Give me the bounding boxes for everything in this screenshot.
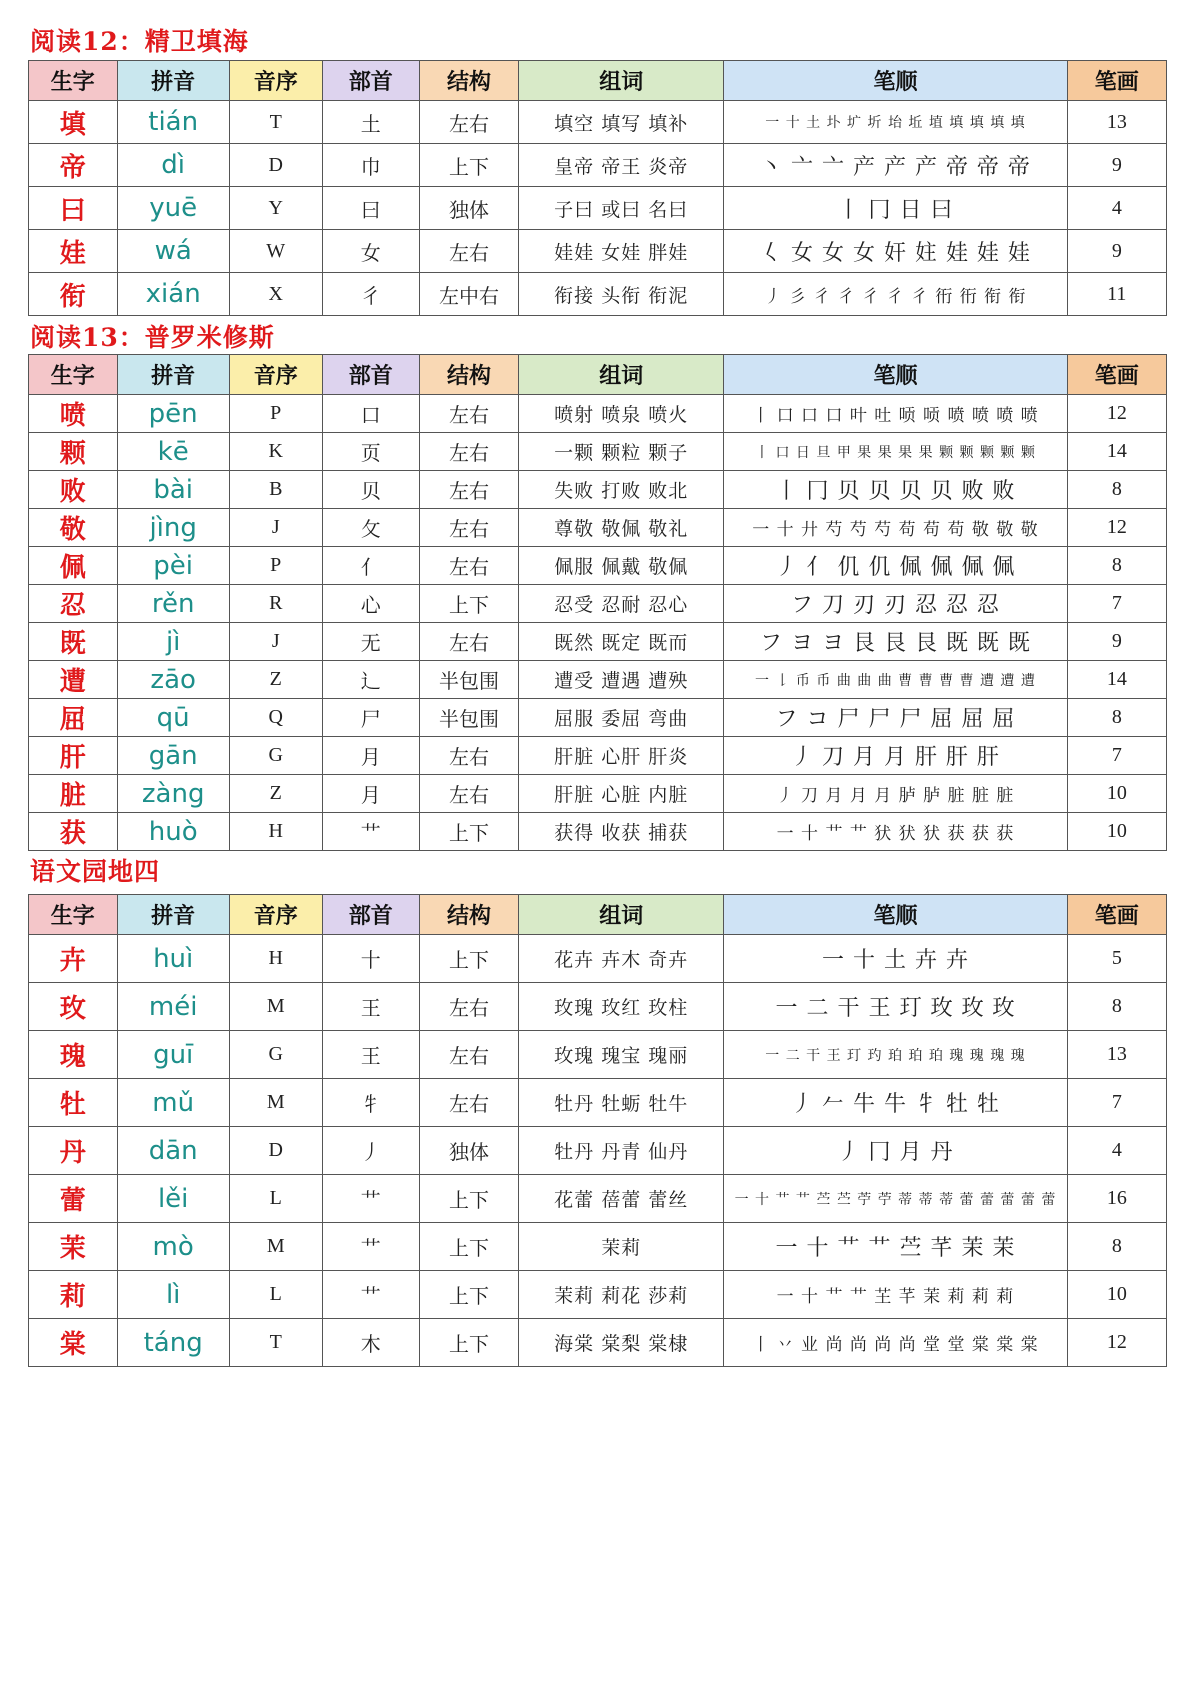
initial-cell: T [229,1319,322,1367]
radical-cell: 心 [322,585,419,623]
radical-cell: 木 [322,1319,419,1367]
radical-cell: 尸 [322,699,419,737]
radical-cell: 无 [322,623,419,661]
stroke-count-cell: 13 [1067,1031,1166,1079]
structure-cell: 上下 [419,935,518,983]
initial-cell: D [229,1127,322,1175]
character-cell: 帝 [29,144,118,187]
stroke-count-cell: 8 [1067,983,1166,1031]
header-order: 音序 [229,355,322,395]
table-row [29,775,1167,813]
header-pinyin: 拼音 [117,61,229,101]
header-structure: 结构 [419,355,518,395]
stroke-count-cell: 7 [1067,585,1166,623]
stroke-order-cell: 一 十 土 圤 圹 圻 坮 坵 埴 填 填 填 填 [724,101,1067,144]
table-row [29,623,1167,661]
structure-cell: 左右 [419,775,518,813]
pinyin-cell: qū [117,699,229,737]
structure-cell: 左中右 [419,273,518,316]
character-cell: 敬 [29,509,118,547]
header-radical: 部首 [322,61,419,101]
initial-cell: T [229,101,322,144]
structure-cell: 左右 [419,230,518,273]
structure-cell: 左右 [419,1079,518,1127]
table-row [29,1079,1167,1127]
radical-cell: 王 [322,1031,419,1079]
character-cell: 喷 [29,395,118,433]
pinyin-cell: jì [117,623,229,661]
table-row [29,661,1167,699]
table-row [29,737,1167,775]
radical-cell: 页 [322,433,419,471]
stroke-order-cell: 一 十 艹 艹 芏 芊 茉 莉 莉 莉 [724,1271,1067,1319]
initial-cell: D [229,144,322,187]
character-cell: 茉 [29,1223,118,1271]
header-structure: 结构 [419,61,518,101]
stroke-order-cell: 丶 亠 亠 产 产 产 帝 帝 帝 [724,144,1067,187]
structure-cell: 半包围 [419,699,518,737]
radical-cell: 月 [322,775,419,813]
header-row [29,61,1167,101]
radical-cell: 亻 [322,547,419,585]
initial-cell: K [229,433,322,471]
stroke-order-cell: 一 十 艹 艹 犾 犾 犾 获 获 获 [724,813,1067,851]
words-cell: 一颗 颗粒 颗子 [519,433,724,471]
radical-cell: 攵 [322,509,419,547]
character-cell: 曰 [29,187,118,230]
radical-cell: 辶 [322,661,419,699]
character-cell: 佩 [29,547,118,585]
character-cell: 败 [29,471,118,509]
pinyin-cell: méi [117,983,229,1031]
initial-cell: H [229,813,322,851]
pinyin-cell: kē [117,433,229,471]
table-row [29,273,1167,316]
pinyin-cell: lì [117,1271,229,1319]
stroke-order-cell: 一 十 廾 芍 芍 芍 苟 苟 苟 敬 敬 敬 [724,509,1067,547]
radical-cell: 土 [322,101,419,144]
initial-cell: H [229,935,322,983]
stroke-count-cell: 7 [1067,1079,1166,1127]
stroke-order-cell: 丨 丷 业 尚 尚 尚 尚 堂 堂 棠 棠 棠 [724,1319,1067,1367]
table-row [29,585,1167,623]
words-cell: 喷射 喷泉 喷火 [519,395,724,433]
header-structure: 结构 [419,895,518,935]
character-cell: 肝 [29,737,118,775]
radical-cell: 艹 [322,1223,419,1271]
initial-cell: P [229,547,322,585]
character-cell: 脏 [29,775,118,813]
header-char: 生字 [29,895,118,935]
radical-cell: 牜 [322,1079,419,1127]
structure-cell: 上下 [419,1175,518,1223]
words-cell: 花蕾 蓓蕾 蕾丝 [519,1175,724,1223]
words-cell: 屈服 委屈 弯曲 [519,699,724,737]
character-cell: 填 [29,101,118,144]
pinyin-cell: tián [117,101,229,144]
stroke-count-cell: 9 [1067,623,1166,661]
pinyin-cell: xián [117,273,229,316]
stroke-count-cell: 14 [1067,433,1166,471]
pinyin-cell: zāo [117,661,229,699]
radical-cell: 巾 [322,144,419,187]
table-row [29,547,1167,585]
character-cell: 瑰 [29,1031,118,1079]
stroke-count-cell: 9 [1067,230,1166,273]
structure-cell: 左右 [419,395,518,433]
header-row [29,355,1167,395]
radical-cell: 女 [322,230,419,273]
initial-cell: G [229,737,322,775]
character-cell: 获 [29,813,118,851]
pinyin-cell: lěi [117,1175,229,1223]
stroke-order-cell: 一 𠄌 币 币 曲 曲 曲 曹 曹 曹 曹 遭 遭 遭 [724,661,1067,699]
words-cell: 娃娃 女娃 胖娃 [519,230,724,273]
table-row [29,813,1167,851]
section-title: 语文园地四 [30,857,161,886]
words-cell: 牡丹 丹青 仙丹 [519,1127,724,1175]
table-row [29,471,1167,509]
stroke-order-cell: フ ヨ ヨ 艮 艮 艮 既 既 既 [724,623,1067,661]
pinyin-cell: rěn [117,585,229,623]
header-words: 组词 [519,61,724,101]
radical-cell: 贝 [322,471,419,509]
structure-cell: 左右 [419,509,518,547]
stroke-order-cell: 一 二 干 王 玎 玓 珀 珀 珀 瑰 瑰 瑰 瑰 [724,1031,1067,1079]
pinyin-cell: wá [117,230,229,273]
header-stroke-order: 笔顺 [724,895,1067,935]
character-cell: 棠 [29,1319,118,1367]
words-cell: 获得 收获 捕获 [519,813,724,851]
initial-cell: L [229,1175,322,1223]
initial-cell: B [229,471,322,509]
stroke-count-cell: 12 [1067,395,1166,433]
table-row [29,935,1167,983]
structure-cell: 左右 [419,471,518,509]
stroke-order-cell: フ 刀 刃 刃 忍 忍 忍 [724,585,1067,623]
stroke-order-cell: 丨 冂 日 曰 [724,187,1067,230]
section-title: 阅读12：精卫填海 [30,27,249,56]
table-row [29,433,1167,471]
words-cell: 肝脏 心脏 内脏 [519,775,724,813]
header-words: 组词 [519,895,724,935]
radical-cell: 王 [322,983,419,1031]
radical-cell: 十 [322,935,419,983]
words-cell: 皇帝 帝王 炎帝 [519,144,724,187]
structure-cell: 左右 [419,737,518,775]
structure-cell: 上下 [419,1223,518,1271]
character-cell: 既 [29,623,118,661]
words-cell: 遭受 遭遇 遭殃 [519,661,724,699]
words-cell: 海棠 棠梨 棠棣 [519,1319,724,1367]
char-table-reading12 [28,60,1167,316]
pinyin-cell: dān [117,1127,229,1175]
table-row [29,983,1167,1031]
structure-cell: 左右 [419,547,518,585]
header-words: 组词 [519,355,724,395]
initial-cell: M [229,1223,322,1271]
initial-cell: J [229,623,322,661]
char-table-reading13 [28,354,1167,851]
stroke-count-cell: 4 [1067,1127,1166,1175]
character-cell: 娃 [29,230,118,273]
words-cell: 子曰 或曰 名曰 [519,187,724,230]
stroke-count-cell: 13 [1067,101,1166,144]
initial-cell: W [229,230,322,273]
pinyin-cell: dì [117,144,229,187]
radical-cell: 曰 [322,187,419,230]
words-cell: 失败 打败 败北 [519,471,724,509]
words-cell: 茉莉 [519,1223,724,1271]
character-cell: 颗 [29,433,118,471]
initial-cell: M [229,1079,322,1127]
character-cell: 遭 [29,661,118,699]
stroke-order-cell: 丨 冂 贝 贝 贝 贝 败 败 [724,471,1067,509]
initial-cell: J [229,509,322,547]
stroke-order-cell: 𡿨 女 女 女 奸 妵 娃 娃 娃 [724,230,1067,273]
stroke-count-cell: 8 [1067,471,1166,509]
table-row [29,1319,1167,1367]
header-pinyin: 拼音 [117,895,229,935]
stroke-order-cell: 一 十 土 卉 卉 [724,935,1067,983]
words-cell: 佩服 佩戴 敬佩 [519,547,724,585]
table-row [29,509,1167,547]
structure-cell: 上下 [419,1271,518,1319]
structure-cell: 左右 [419,433,518,471]
radical-cell: 彳 [322,273,419,316]
pinyin-cell: yuē [117,187,229,230]
stroke-count-cell: 7 [1067,737,1166,775]
table-row [29,101,1167,144]
stroke-order-cell: 丨 口 日 旦 甲 果 果 果 果 颗 颗 颗 颗 颗 [724,433,1067,471]
stroke-order-cell: 丿 亻 仉 仉 佩 佩 佩 佩 [724,547,1067,585]
structure-cell: 左右 [419,101,518,144]
pinyin-cell: gān [117,737,229,775]
radical-cell: 艹 [322,813,419,851]
stroke-count-cell: 8 [1067,1223,1166,1271]
stroke-count-cell: 12 [1067,1319,1166,1367]
character-cell: 牡 [29,1079,118,1127]
stroke-order-cell: 丿 冂 月 丹 [724,1127,1067,1175]
initial-cell: X [229,273,322,316]
initial-cell: Y [229,187,322,230]
radical-cell: 月 [322,737,419,775]
initial-cell: R [229,585,322,623]
header-pinyin: 拼音 [117,355,229,395]
words-cell: 肝脏 心肝 肝炎 [519,737,724,775]
stroke-count-cell: 10 [1067,813,1166,851]
header-stroke-count: 笔画 [1067,355,1166,395]
pinyin-cell: pēn [117,395,229,433]
table-row [29,230,1167,273]
header-radical: 部首 [322,895,419,935]
pinyin-cell: huì [117,935,229,983]
character-cell: 蕾 [29,1175,118,1223]
structure-cell: 上下 [419,1319,518,1367]
words-cell: 忍受 忍耐 忍心 [519,585,724,623]
initial-cell: M [229,983,322,1031]
words-cell: 既然 既定 既而 [519,623,724,661]
pinyin-cell: pèi [117,547,229,585]
stroke-count-cell: 16 [1067,1175,1166,1223]
pinyin-cell: bài [117,471,229,509]
character-cell: 莉 [29,1271,118,1319]
section-title: 阅读13：普罗米修斯 [30,323,275,352]
structure-cell: 上下 [419,813,518,851]
stroke-order-cell: 丨 口 口 口 叶 吐 唝 唝 喷 喷 喷 喷 [724,395,1067,433]
stroke-count-cell: 10 [1067,775,1166,813]
table-row [29,1175,1167,1223]
pinyin-cell: mò [117,1223,229,1271]
stroke-count-cell: 4 [1067,187,1166,230]
character-cell: 衔 [29,273,118,316]
structure-cell: 独体 [419,187,518,230]
char-table-garden4 [28,894,1167,1367]
stroke-order-cell: 丿 刀 月 月 月 胪 胪 脏 脏 脏 [724,775,1067,813]
radical-cell: 艹 [322,1271,419,1319]
structure-cell: 上下 [419,144,518,187]
stroke-count-cell: 10 [1067,1271,1166,1319]
table-row [29,1223,1167,1271]
header-row [29,895,1167,935]
initial-cell: Q [229,699,322,737]
pinyin-cell: guī [117,1031,229,1079]
stroke-count-cell: 9 [1067,144,1166,187]
pinyin-cell: táng [117,1319,229,1367]
stroke-count-cell: 5 [1067,935,1166,983]
structure-cell: 左右 [419,983,518,1031]
words-cell: 玫瑰 玫红 玫柱 [519,983,724,1031]
header-char: 生字 [29,355,118,395]
initial-cell: L [229,1271,322,1319]
character-cell: 屈 [29,699,118,737]
structure-cell: 独体 [419,1127,518,1175]
stroke-order-cell: 一 十 艹 艹 苎 芊 茉 茉 [724,1223,1067,1271]
stroke-order-cell: 一 十 艹 艹 苎 苎 苧 苧 蒂 蒂 蒂 蕾 蕾 蕾 蕾 蕾 [724,1175,1067,1223]
initial-cell: Z [229,775,322,813]
table-row [29,187,1167,230]
radical-cell: 口 [322,395,419,433]
header-stroke-count: 笔画 [1067,895,1166,935]
words-cell: 玫瑰 瑰宝 瑰丽 [519,1031,724,1079]
header-order: 音序 [229,895,322,935]
structure-cell: 上下 [419,585,518,623]
radical-cell: 艹 [322,1175,419,1223]
character-cell: 丹 [29,1127,118,1175]
table-row [29,144,1167,187]
pinyin-cell: jìng [117,509,229,547]
header-char: 生字 [29,61,118,101]
header-order: 音序 [229,61,322,101]
table-row [29,1031,1167,1079]
initial-cell: Z [229,661,322,699]
header-stroke-order: 笔顺 [724,61,1067,101]
stroke-order-cell: フ コ 尸 尸 尸 屈 屈 屈 [724,699,1067,737]
pinyin-cell: huò [117,813,229,851]
pinyin-cell: mǔ [117,1079,229,1127]
stroke-count-cell: 11 [1067,273,1166,316]
words-cell: 花卉 卉木 奇卉 [519,935,724,983]
table-row [29,1127,1167,1175]
stroke-count-cell: 8 [1067,699,1166,737]
initial-cell: G [229,1031,322,1079]
structure-cell: 左右 [419,1031,518,1079]
structure-cell: 半包围 [419,661,518,699]
radical-cell: 丿 [322,1127,419,1175]
stroke-order-cell: 丿 𠂉 牛 牛 牜 牡 牡 [724,1079,1067,1127]
header-radical: 部首 [322,355,419,395]
words-cell: 茉莉 莉花 莎莉 [519,1271,724,1319]
stroke-order-cell: 丿 刀 月 月 肝 肝 肝 [724,737,1067,775]
words-cell: 衔接 头衔 衔泥 [519,273,724,316]
character-cell: 玫 [29,983,118,1031]
header-stroke-count: 笔画 [1067,61,1166,101]
words-cell: 填空 填写 填补 [519,101,724,144]
structure-cell: 左右 [419,623,518,661]
stroke-count-cell: 8 [1067,547,1166,585]
words-cell: 牡丹 牡蛎 牡牛 [519,1079,724,1127]
stroke-count-cell: 14 [1067,661,1166,699]
character-cell: 卉 [29,935,118,983]
stroke-count-cell: 12 [1067,509,1166,547]
initial-cell: P [229,395,322,433]
table-row [29,1271,1167,1319]
stroke-order-cell: 丿 彡 彳 彳 彳 彳 彳 衎 衎 衔 衔 [724,273,1067,316]
table-row [29,395,1167,433]
pinyin-cell: zàng [117,775,229,813]
table-row [29,699,1167,737]
words-cell: 尊敬 敬佩 敬礼 [519,509,724,547]
header-stroke-order: 笔顺 [724,355,1067,395]
stroke-order-cell: 一 二 干 王 玎 玫 玫 玫 [724,983,1067,1031]
character-cell: 忍 [29,585,118,623]
